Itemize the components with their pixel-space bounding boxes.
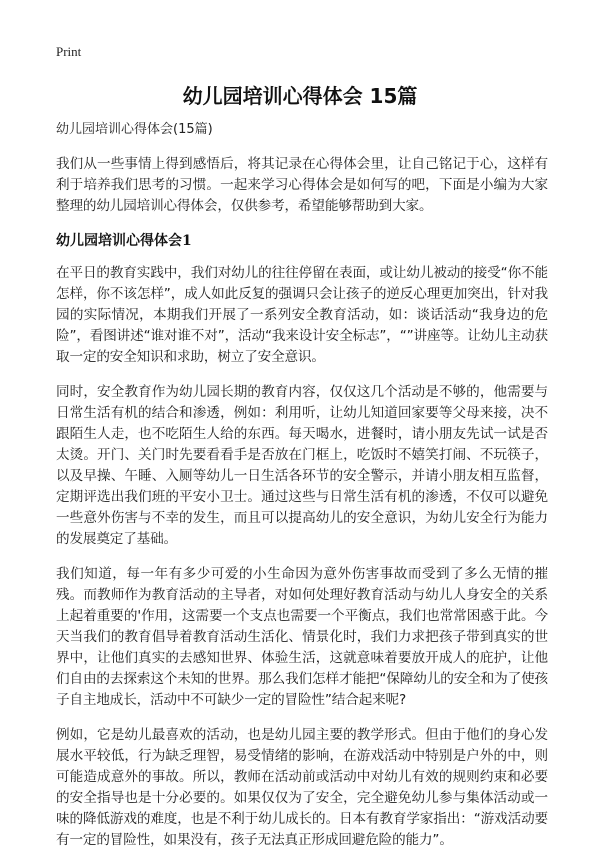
body-paragraph-2: 同时，安全教育作为幼儿园长期的教育内容，仅仅这几个活动是不够的，他需要与日常生活有机的结合和渗透，例如：利用听，让幼儿知道回家要等父母来接，决不跟陌生人走，也不吃陌生人给的东西。每天喝水，进餐时，请小朋友先试一试是否太烫。开门、关门时先要看看手是否放在门框上，吃饭时不嬉笑打闹、不玩筷子，以及早操、午睡、入厕等幼儿一日生活各环节的安全警示，并请小朋友相互监督，定期评选出我们班的平安小卫士。通过这些与日常生活有机的渗透，不仅可以避免一些意外伤害与不幸的发生，而且可以提高幼儿的安全意识，为幼儿安全行为能力的发展奠定了基础。 <box>56 384 548 547</box>
section-heading: 幼儿园培训心得体会1 <box>56 233 192 249</box>
intro-paragraph: 我们从一些事情上得到感悟后，将其记录在心得体会里，让自己铭记于心，这样有利于培养我们思考的习惯。一起来学习心得体会是如何写的吧，下面是小编为大家整理的幼儿园培训心得体会，仅供参考，希望能够帮助到大家。 <box>56 156 548 214</box>
page-title: 幼儿园培训心得体会 15篇 <box>182 84 418 108</box>
body-paragraph-4: 例如，它是幼儿最喜欢的活动，也是幼儿园主要的教学形式。但由于他们的身心发展水平较低，行为缺乏理智，易受情绪的影响，在游戏活动中特别是户外的中，则可能造成意外的事故。所以，教师在活动前或活动中对幼儿有效的规则约束和必要的安全指导也是十分必要的。如果仅仅为了安全，完全避免幼儿参与集体活动或一味的降低游戏的难度，也是不利于幼儿成长的。日本有教育学家指出：“游戏活动要有一定的冒险性，如果没有，孩子无法真正形成回避危险的能力”。 <box>56 727 548 848</box>
body-paragraph-1: 在平日的教育实践中，我们对幼儿的往往停留在表面，或让幼儿被动的接受“你不能怎样，你不该怎样”，成人如此反复的强调只会让孩子的逆反心理更加突出，针对我园的实际情况，本期我们开展了一系列安全教育活动，如：谈话活动“我身边的危险”，看图讲述“谁对谁不对”，活动“我来设计安全标志”，“”讲座等。让幼儿主动获取一定的安全知识和求助，树立了安全意识。 <box>56 265 548 365</box>
body-paragraph-3: 我们知道，每一年有多少可爱的小生命因为意外伤害事故而受到了多么无情的摧残。而教师作为教育活动的主导者，对如何处理好教育活动与幼儿人身安全的关系上起着重要的'作用，这需要一个支点也需要一个平衡点，我们也常常困惑于此。今天当我们的教育倡导着教育活动生活化、情景化时，我们力求把孩子带到真实的世界中，让他们真实的去感知世界、体验生活，这就意味着要放开成人的庇护，让他们自由的去探索这个未知的世界。那么我们怎样才能把“保障幼儿的安全和为了使孩子自主地成长，活动中不可缺少一定的冒险性”结合起来呢? <box>56 566 548 708</box>
print-link[interactable]: Print <box>56 44 82 59</box>
document-subtitle: 幼儿园培训心得体会(15篇) <box>56 122 213 137</box>
article-body <box>56 120 548 865</box>
